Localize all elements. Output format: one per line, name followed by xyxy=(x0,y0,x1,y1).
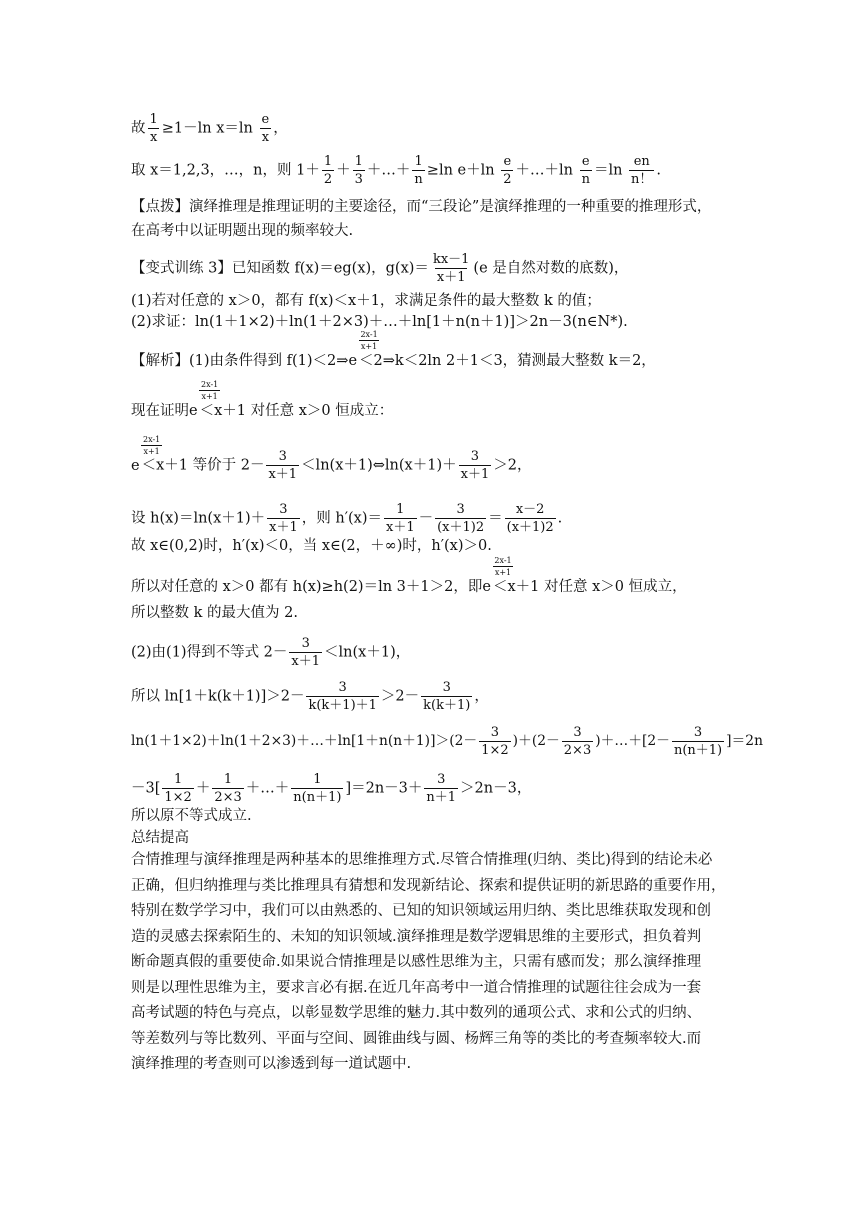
fraction: $\frac{1}{x+1}$ xyxy=(385,502,415,535)
text: ln(1＋1×2)＋ln(1＋2×3)＋…＋ln[1＋n(n＋1)]＞(2－ xyxy=(131,733,478,749)
text: ＞2－ xyxy=(380,688,420,705)
fraction: $\frac{3}{k(k+1)}$ xyxy=(423,680,471,713)
fraction: $\frac{1}{1\times 2}$ xyxy=(164,772,192,805)
solution-line-2 xyxy=(131,380,394,420)
text: )＋(2－ xyxy=(512,733,560,749)
summary-line: 合情推理与演绎推理是两种基本的思维推理方式.尽管合情推理(归纳、类比)得到的结论未必 xyxy=(131,852,713,868)
text: (2)由(1)得到不等式 2－ xyxy=(131,644,288,661)
text: 设 h(x)＝ln(x＋1)＋ xyxy=(131,510,266,527)
solution-line-5: 故 x∈(0,2)时，h′(x)＜0，当 x∈(2，＋∞)时，h′(x)＞0. xyxy=(131,538,492,554)
fraction: $\frac{1}{n}$ xyxy=(414,154,423,187)
fraction: $\frac{en}{n!}$ xyxy=(631,154,653,187)
summary-line: 则是以理性思维为主，要求言必有据.在近几年高考中一道合情推理的试题往往会成为一套 xyxy=(131,979,702,996)
summary-line: 高考试题的特色与亮点，以彰显数学思维的魅力.其中数列的通项公式、求和公式的归纳、 xyxy=(131,1005,702,1021)
fraction: $\frac{x-2}{(x+1)2}$ xyxy=(506,502,554,535)
fraction: $\frac{3}{n(n+1)}$ xyxy=(673,725,723,758)
tip-line-2: 在高考中以证明题出现的频率较大. xyxy=(131,223,354,239)
formula-line-1 xyxy=(131,112,288,145)
fraction: $\frac{1}{n(n+1)}$ xyxy=(293,772,342,805)
text: ＋…＋ xyxy=(245,780,290,797)
text: . xyxy=(557,510,563,527)
exponential: e $\frac{2x-1}{x+1}$ xyxy=(189,380,219,419)
text: )＋…＋[2－ xyxy=(595,733,670,749)
summary-paragraph xyxy=(131,848,736,1078)
text: ＝ xyxy=(488,510,503,527)
solution-line-4 xyxy=(131,502,562,535)
text: 【解析】(1)由条件得到 f(1)＜2⇒ xyxy=(131,353,349,369)
solution-line-6 xyxy=(131,556,687,596)
fraction: $\frac{3}{2\times 3}$ xyxy=(563,725,592,758)
fraction: $\frac{3}{1\times 2}$ xyxy=(481,725,509,758)
exponential: e $\frac{2x-1}{x+1}$ xyxy=(482,556,512,595)
text: ＞2， xyxy=(493,457,532,474)
text: ≥ln e＋ln xyxy=(426,162,500,179)
text: 所以对任意的 x＞0 都有 h(x)≥h(2)＝ln 3＋1＞2，即 xyxy=(131,579,483,595)
fraction: $\frac{1}{x}$ xyxy=(149,112,158,145)
text: . xyxy=(656,162,662,179)
fraction: $\frac{e}{n}$ xyxy=(581,154,590,187)
solution-line-10 xyxy=(131,725,763,758)
fraction: $\frac{3}{x+1}$ xyxy=(460,449,490,482)
solution-line-8 xyxy=(131,636,410,669)
text: ＜x＋1 对任意 x＞0 恒成立， xyxy=(492,579,687,595)
fraction: $\frac{3}{n+1}$ xyxy=(426,772,457,805)
text: －3[ xyxy=(131,780,161,797)
fraction: $\frac{1}{2\times 3}$ xyxy=(214,772,242,805)
text: 【变式训练 3】已知函数 f(x)＝eg(x)，g(x)＝ xyxy=(131,260,429,277)
text: － xyxy=(418,510,434,527)
fraction: $\frac{e}{2}$ xyxy=(503,154,512,187)
text: ≥1－ln x＝ln xyxy=(161,120,258,137)
text: ＜x＋1 等价于 2－ xyxy=(141,457,265,474)
text: 现在证明 xyxy=(131,403,189,419)
summary-line: 特别在数学学习中，我们可以由熟悉的、已知的知识领域运用归纳、类比思维获取发现和创 xyxy=(131,903,711,919)
fraction: $\frac{3}{x+1}$ xyxy=(291,636,321,669)
text: ， xyxy=(474,688,489,705)
text: ， xyxy=(273,120,288,137)
solution-line-3 xyxy=(131,434,532,482)
text: 取 x＝1,2,3，…，n，则 1＋ xyxy=(131,162,320,179)
exponential: e $\frac{2x-1}{x+1}$ xyxy=(131,434,161,474)
exponential: e $\frac{2x-1}{x+1}$ xyxy=(348,330,378,369)
exercise-heading xyxy=(131,252,628,285)
fraction: $\frac{3}{x+1}$ xyxy=(268,449,298,482)
text: ＝ln xyxy=(593,162,628,179)
fraction: $\frac{1}{3}$ xyxy=(354,154,363,187)
fraction: $\frac{1}{2}$ xyxy=(323,154,333,187)
fraction: $\frac{3}{x+1}$ xyxy=(269,502,298,535)
solution-line-1 xyxy=(131,330,656,370)
fraction: $\frac{3}{(x+1)2}$ xyxy=(437,502,485,535)
solution-line-7: 所以整数 k 的最大值为 2. xyxy=(131,605,298,621)
text: 所以 ln[1＋k(k＋1)]＞2－ xyxy=(131,688,305,705)
text: ＜2⇒k＜2ln 2＋1＜3，猜测最大整数 k＝2， xyxy=(359,353,656,369)
text: ＋ xyxy=(336,162,351,179)
fraction: $\frac{kx-1}{x+1}$ xyxy=(432,252,470,285)
text: ＜x＋1 对任意 x＞0 恒成立： xyxy=(199,403,394,419)
text: (e 是自然对数的底数)， xyxy=(473,260,629,277)
formula-line-2 xyxy=(131,154,661,187)
solution-line-9 xyxy=(131,680,489,713)
summary-line: 演绎推理的考查则可以渗透到每一道试题中. xyxy=(131,1056,412,1072)
solution-line-11 xyxy=(131,772,531,805)
question-1: (1)若对任意的 x＞0，都有 f(x)＜x＋1，求满足条件的最大整数 k 的值； xyxy=(131,293,601,309)
tip-line-1: 【点拨】演绎推理是推理证明的主要途径，而“三段论”是演绎推理的一种重要的推理形式， xyxy=(131,199,712,215)
summary-line: 等差数列与等比数列、平面与空间、圆锥曲线与圆、杨辉三角等的类比的考查频率较大.而 xyxy=(131,1030,702,1047)
text: ＋ xyxy=(195,780,211,797)
text: ]＝2n xyxy=(726,733,763,749)
text: ＜ln(x＋1)⇔ln(x＋1)＋ xyxy=(301,457,457,474)
text: 故 xyxy=(131,120,146,137)
question-2: (2)求证：ln(1＋1×2)＋ln(1＋2×3)＋…＋ln[1＋n(n＋1)]＞2n－3(n∈N*). xyxy=(131,314,628,330)
text: ＋…＋ xyxy=(366,162,411,179)
text: ＜ln(x＋1)， xyxy=(324,644,411,661)
fraction: $\frac{3}{k(k+1)+1}$ xyxy=(308,680,377,713)
text: ＋…＋ln xyxy=(515,162,578,179)
text: ]＝2n－3＋ xyxy=(345,780,423,797)
summary-line: 断命题真假的重要使命.如果说合情推理是以感性思维为主，只需有感而发；那么演绎推理 xyxy=(131,954,702,970)
text: ＞2n－3， xyxy=(460,780,532,797)
summary-line: 造的灵感去探索陌生的、未知的知识领域.演绎推理是数学逻辑思维的主要形式，担负着判 xyxy=(131,928,702,945)
section-heading: 总结提高 xyxy=(131,830,189,846)
summary-line: 正确，但归纳推理与类比推理具有猜想和发现新结论、探索和提供证明的新思路的重要作用， xyxy=(131,877,726,894)
conclusion-line: 所以原不等式成立. xyxy=(131,808,252,824)
fraction: $\frac{e}{x}$ xyxy=(261,112,270,145)
text: ，则 h′(x)＝ xyxy=(301,510,382,527)
